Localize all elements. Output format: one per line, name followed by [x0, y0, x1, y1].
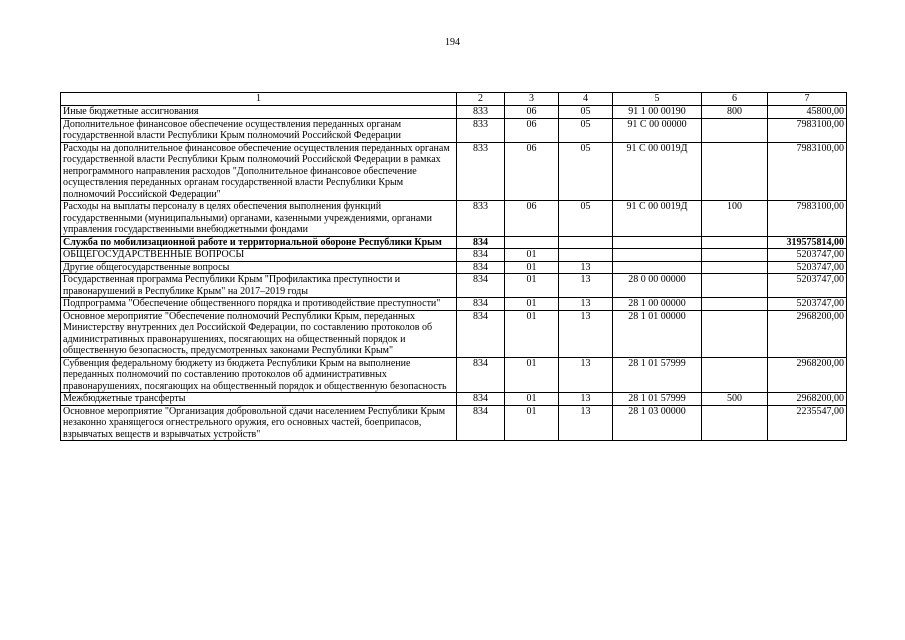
row-code-subsection: 13 — [559, 357, 613, 393]
row-code-ministry: 833 — [457, 106, 505, 119]
row-amount: 7983100,00 — [768, 118, 847, 142]
row-code-ministry: 834 — [457, 261, 505, 274]
row-description: ОБЩЕГОСУДАРСТВЕННЫЕ ВОПРОСЫ — [61, 249, 457, 262]
row-code-ministry: 834 — [457, 357, 505, 393]
row-code-target: 28 1 01 00000 — [613, 310, 702, 357]
row-description: Основное мероприятие "Обеспечение полномочий Республики Крым, переданных Министерству внутренних дел Российской Федерации, по составлению протоколов об административных правонарушениях, посягающих на общественный порядок и общественную безопасность, предусмотренных законами Республики Крым" — [61, 310, 457, 357]
row-description: Расходы на дополнительное финансовое обеспечение осуществления переданных органам государственной власти Республики Крым полномочий Российской Федерации в рамках непрограммного направления расходов "Дополнительное финансовое обеспечение осуществления переданных органам государственной власти Республики Крым полномочий Российской Федерации" — [61, 142, 457, 201]
row-code-ministry: 834 — [457, 298, 505, 311]
row-code-section: 01 — [505, 261, 559, 274]
row-code-ministry: 833 — [457, 201, 505, 237]
row-code-section: 01 — [505, 405, 559, 441]
table-row — [61, 405, 847, 441]
budget-table — [60, 92, 847, 441]
row-code-subsection: 05 — [559, 118, 613, 142]
row-amount: 2968200,00 — [768, 393, 847, 406]
table-row — [61, 274, 847, 298]
row-code-target: 28 1 01 57999 — [613, 393, 702, 406]
row-code-expense-type — [702, 274, 768, 298]
page-number: 194 — [445, 37, 460, 48]
row-amount: 319575814,00 — [768, 236, 847, 249]
table-row — [61, 201, 847, 237]
row-code-expense-type: 100 — [702, 201, 768, 237]
row-code-section: 01 — [505, 249, 559, 262]
row-code-section: 06 — [505, 106, 559, 119]
row-code-section: 01 — [505, 310, 559, 357]
row-code-target: 91 С 00 0019Д — [613, 142, 702, 201]
row-description: Подпрограмма "Обеспечение общественного порядка и противодействие преступности" — [61, 298, 457, 311]
row-amount: 5203747,00 — [768, 274, 847, 298]
row-code-subsection: 13 — [559, 298, 613, 311]
row-code-section: 01 — [505, 357, 559, 393]
row-code-expense-type — [702, 405, 768, 441]
row-code-expense-type — [702, 298, 768, 311]
col-header: 5 — [613, 93, 702, 106]
row-code-expense-type — [702, 142, 768, 201]
row-description: Служба по мобилизационной работе и территориальной обороне Республики Крым — [61, 236, 457, 249]
row-amount: 5203747,00 — [768, 261, 847, 274]
row-code-target: 91 С 00 0019Д — [613, 201, 702, 237]
row-description: Дополнительное финансовое обеспечение осуществления переданных органам государственной власти Республики Крым полномочий Российской Федерации — [61, 118, 457, 142]
row-description: Основное мероприятие "Организация добровольной сдачи населением Республики Крым незаконно хранящегося огнестрельного оружия, его основных частей, боеприпасов, взрывчатых веществ и взрывчатых устройств" — [61, 405, 457, 441]
row-amount: 2235547,00 — [768, 405, 847, 441]
row-code-section: 06 — [505, 142, 559, 201]
row-code-target — [613, 236, 702, 249]
row-code-section: 01 — [505, 274, 559, 298]
row-code-subsection: 05 — [559, 106, 613, 119]
col-header: 3 — [505, 93, 559, 106]
row-code-target: 28 0 00 00000 — [613, 274, 702, 298]
row-code-section — [505, 236, 559, 249]
table-row — [61, 357, 847, 393]
row-description: Субвенция федеральному бюджету из бюджета Республики Крым на выполнение переданных полномочий по составлению протоколов об административных правонарушениях, посягающих на общественный порядок и общественную безопасность — [61, 357, 457, 393]
row-code-subsection: 13 — [559, 310, 613, 357]
row-code-target: 91 1 00 00190 — [613, 106, 702, 119]
row-code-expense-type — [702, 249, 768, 262]
row-code-subsection: 13 — [559, 274, 613, 298]
table-row — [61, 261, 847, 274]
row-code-expense-type — [702, 357, 768, 393]
row-code-ministry: 834 — [457, 274, 505, 298]
row-code-target: 28 1 03 00000 — [613, 405, 702, 441]
table-row — [61, 298, 847, 311]
row-code-expense-type: 800 — [702, 106, 768, 119]
row-code-ministry: 833 — [457, 118, 505, 142]
table-row — [61, 142, 847, 201]
col-header: 2 — [457, 93, 505, 106]
row-code-ministry: 834 — [457, 405, 505, 441]
row-code-target — [613, 249, 702, 262]
row-code-ministry: 834 — [457, 393, 505, 406]
row-code-subsection — [559, 249, 613, 262]
row-amount: 2968200,00 — [768, 357, 847, 393]
row-code-expense-type: 500 — [702, 393, 768, 406]
row-code-subsection: 13 — [559, 405, 613, 441]
row-code-expense-type — [702, 118, 768, 142]
row-amount: 5203747,00 — [768, 298, 847, 311]
col-header: 6 — [702, 93, 768, 106]
row-code-subsection: 05 — [559, 201, 613, 237]
row-code-section: 01 — [505, 393, 559, 406]
row-code-ministry: 834 — [457, 249, 505, 262]
row-code-ministry: 834 — [457, 236, 505, 249]
row-code-subsection: 05 — [559, 142, 613, 201]
row-code-target: 28 1 00 00000 — [613, 298, 702, 311]
row-amount: 7983100,00 — [768, 201, 847, 237]
row-code-ministry: 833 — [457, 142, 505, 201]
col-header: 1 — [61, 93, 457, 106]
row-code-target: 28 1 01 57999 — [613, 357, 702, 393]
row-code-expense-type — [702, 236, 768, 249]
row-code-expense-type — [702, 310, 768, 357]
row-description: Межбюджетные трансферты — [61, 393, 457, 406]
row-amount: 45800,00 — [768, 106, 847, 119]
table-row — [61, 236, 847, 249]
table-row — [61, 106, 847, 119]
row-code-ministry: 834 — [457, 310, 505, 357]
row-code-target: 91 С 00 00000 — [613, 118, 702, 142]
row-description: Государственная программа Республики Крым "Профилактика преступности и правонарушений в Республике Крым" на 2017–2019 годы — [61, 274, 457, 298]
header-row — [61, 93, 847, 106]
row-code-subsection — [559, 236, 613, 249]
table-row — [61, 393, 847, 406]
col-header: 7 — [768, 93, 847, 106]
row-description: Иные бюджетные ассигнования — [61, 106, 457, 119]
row-code-section: 01 — [505, 298, 559, 311]
row-description: Другие общегосударственные вопросы — [61, 261, 457, 274]
row-code-expense-type — [702, 261, 768, 274]
row-amount: 5203747,00 — [768, 249, 847, 262]
row-code-subsection: 13 — [559, 393, 613, 406]
row-code-section: 06 — [505, 201, 559, 237]
col-header: 4 — [559, 93, 613, 106]
table-row — [61, 249, 847, 262]
row-code-subsection: 13 — [559, 261, 613, 274]
row-code-section: 06 — [505, 118, 559, 142]
row-amount: 7983100,00 — [768, 142, 847, 201]
row-amount: 2968200,00 — [768, 310, 847, 357]
table-row — [61, 310, 847, 357]
row-code-target — [613, 261, 702, 274]
table-row — [61, 118, 847, 142]
row-description: Расходы на выплаты персоналу в целях обеспечения выполнения функций государственными (муниципальными) органами, казенными учреждениями, органами управления государственными внебюджетными фондами — [61, 201, 457, 237]
